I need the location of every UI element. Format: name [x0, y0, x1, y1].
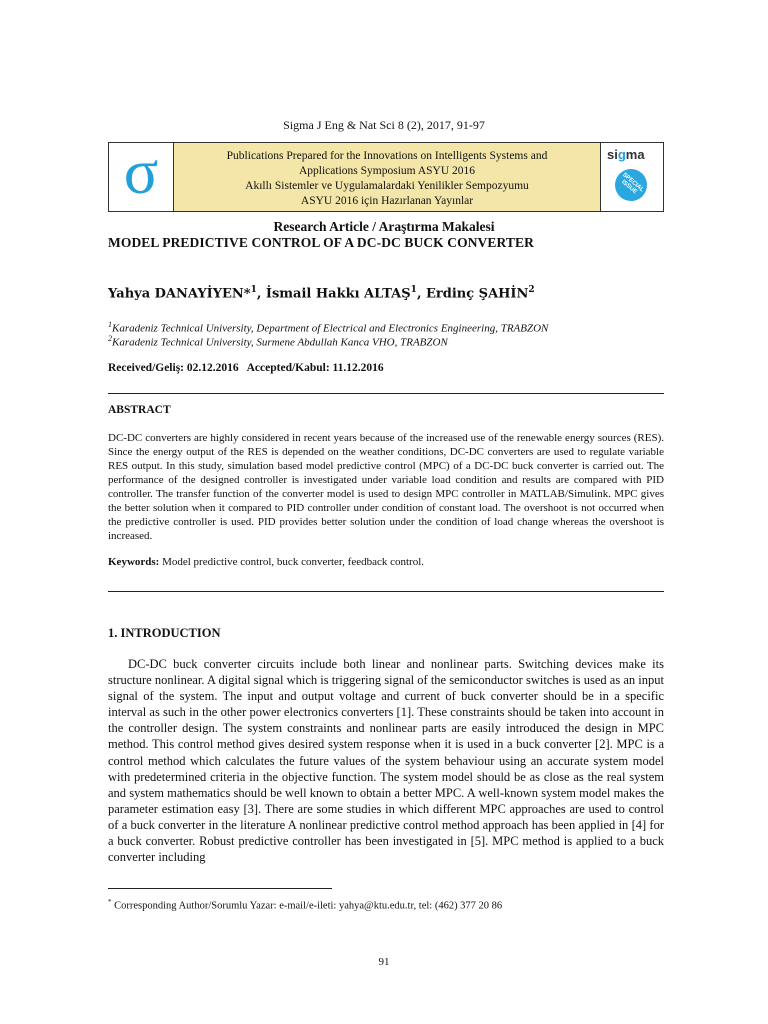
- author-affil-mark: 2: [528, 285, 535, 295]
- received-accepted-dates: Received/Geliş: 02.12.2016 Accepted/Kabul: 11.12.2016: [108, 362, 384, 374]
- introduction-body: DC-DC buck converter circuits include both linear and nonlinear parts. Switching devices make its structure nonlinear. A digital signal which is triggering signal of the semiconductor switches is used as an input signal of the system. The input and output voltage and current of buck converter should be in a specific interval as such in the other power electronics converters [1]. These constraints should be taken into account in the controller design. The system constraints and nonlinear parts are easily introduced the design in MPC method. This control method gives desired system response when it is used in a buck converter [2]. MPC is a control method which calculates the future values of the system behaviour using an accurate system model with predetermined criteria in the objective function. The system model should be as close as the real system and system mathematics should be well known to obtain a better MPC. A well-known system model makes the parameter estimation easy [3]. There are some studies in which different MPC approaches are used to control of a buck converter in the literature A nonlinear predictive control method approach has been applied in [4] for a buck converter. Robust predictive controller has been investigated in [5]. MPC method is applied to a buck converter including: [108, 657, 664, 865]
- article-type: Research Article / Araştırma Makalesi: [273, 219, 495, 234]
- symposium-banner: [108, 136, 664, 212]
- badge-text: SPECIAL ISSUE: [620, 172, 645, 196]
- author-name: İsmail Hakkı ALTAŞ: [265, 286, 411, 302]
- journal-citation: Sigma J Eng & Nat Sci 8 (2), 2017, 91-97: [283, 118, 485, 132]
- abstract-heading: ABSTRACT: [108, 404, 171, 416]
- author-name: Yahya DANAYİYEN*: [108, 286, 251, 302]
- banner-line: ASYU 2016 için Hazırlanan Yayınlar: [300, 195, 474, 207]
- banner-text: [174, 143, 601, 211]
- keywords: Keywords: Model predictive control, buck converter, feedback control.: [108, 556, 425, 568]
- author-list: Yahya DANAYİYEN*$^1$, İsmail Hakkı ALTAŞ$^1$, Erdinç ŞAHİN$^2$: [108, 285, 535, 302]
- sigma-wordmark: sigma: [607, 147, 645, 162]
- divider: [108, 591, 664, 592]
- banner-line: Applications Symposium ASYU 2016: [298, 165, 476, 177]
- author-affil-mark: 1: [250, 285, 257, 295]
- footnote: * Corresponding Author/Sorumlu Yazar: e-mail/e-ileti: yahya@ktu.edu.tr, tel: (462) 377 20 86: [108, 898, 503, 912]
- abstract-body: DC-DC converters are highly considered in recent years because of the increased use of the renewable energy sources (RES). Since the energy output of the RES is depended on the weather conditions, DC-DC converters are used to regulate variable RES output. In this study, simulation based model predictive control (MPC) of a DC-DC buck converter is carried out. The performance of the designed controller is investigated under variable load condition and results are compared with PID controller. The transfer function of the converter model is used to design MPC controller in MATLAB/Simulink. MPC gives the better solution when it compared to PID controller under condition of constant load. The overshoot is not occurred when the predictive controller is used. PID provides better solution under the condition of load change whereas the overshoot is increased.: [108, 432, 664, 542]
- author-name: Erdinç ŞAHİN: [426, 286, 529, 302]
- section-heading: 1. INTRODUCTION: [108, 626, 221, 640]
- keywords-label: Keywords:: [108, 556, 160, 568]
- banner-line: Akıllı Sistemler ve Uygulamalardaki Yenilikler Sempozyumu: [245, 180, 529, 192]
- affiliation: $^2$Karadeniz Technical University, Surmene Abdullah Kanca VHO, TRABZON: [108, 334, 448, 349]
- author-affil-mark: 1: [410, 285, 417, 295]
- article-title: MODEL PREDICTIVE CONTROL OF A DC-DC BUCK CONVERTER: [108, 235, 534, 250]
- page-number: 91: [378, 956, 390, 968]
- banner-line: Publications Prepared for the Innovations on Intelligents Systems and: [226, 150, 548, 162]
- sigma-logo-icon: σ: [123, 136, 159, 207]
- sigma-logo-cell: [109, 136, 174, 211]
- footnote-divider: [108, 888, 332, 889]
- sigma-brand-logo: [601, 143, 663, 211]
- divider: [108, 393, 664, 394]
- affiliation: $^1$Karadeniz Technical University, Department of Electrical and Electronics Engineering, TRABZON: [108, 320, 549, 335]
- special-issue-badge-icon: [615, 169, 647, 201]
